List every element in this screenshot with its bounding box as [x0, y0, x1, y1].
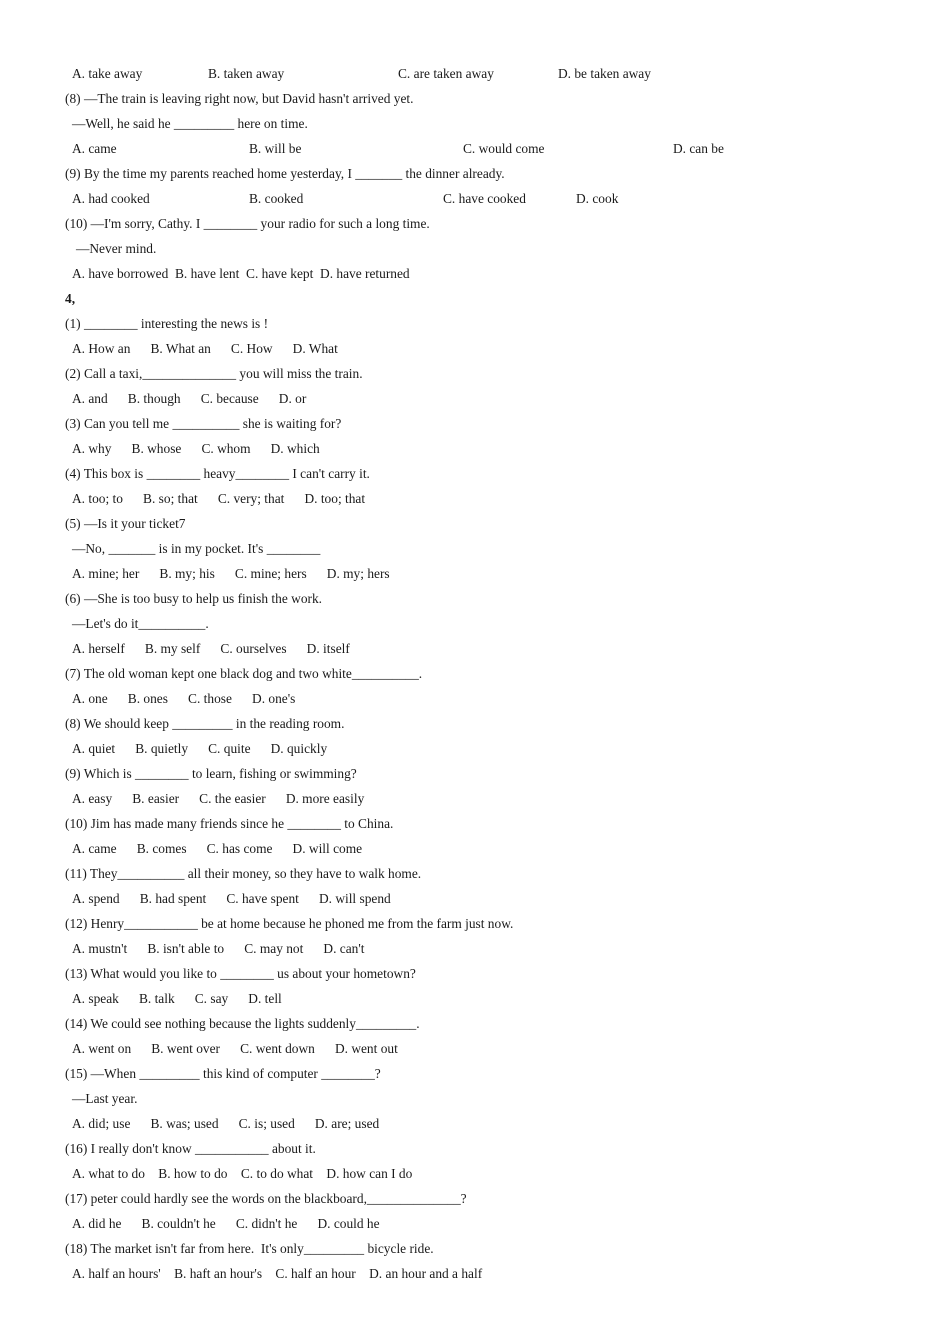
- question-4-stem: (4) This box is ________ heavy________ I can't carry it.: [65, 466, 370, 481]
- question-9-options: A. easy B. easier C. the easier D. more easily: [72, 791, 365, 806]
- question-2-stem: (2) Call a taxi,______________ you will miss the train.: [65, 366, 363, 381]
- question-10-options: A. came B. comes C. has come D. will come: [72, 841, 363, 856]
- option-b: B. will be: [249, 141, 302, 156]
- question-5-stem: (5) —Is it your ticket7: [65, 516, 186, 531]
- option-c: C. have cooked: [443, 191, 526, 206]
- option-b: B. cooked: [249, 191, 304, 206]
- section-heading: 4,: [65, 291, 76, 306]
- question-1-options: A. How an B. What an C. How D. What: [72, 341, 338, 356]
- question-16-options: A. what to do B. how to do C. to do what D. how can I do: [72, 1166, 413, 1181]
- question-3-options: A. why B. whose C. whom D. which: [72, 441, 320, 456]
- question-11-stem: (11) They__________ all their money, so they have to walk home.: [65, 866, 422, 881]
- question-14-stem: (14) We could see nothing because the lights suddenly_________.: [65, 1016, 420, 1031]
- q3-9-options: [72, 190, 772, 208]
- question-13-options: A. speak B. talk C. say D. tell: [72, 991, 282, 1006]
- question-5-reply: —No, _______ is in my pocket. It's ________: [72, 541, 321, 556]
- question-15-reply: —Last year.: [72, 1091, 138, 1106]
- option-d: D. can be: [673, 141, 724, 156]
- option-a: A. had cooked: [72, 191, 150, 206]
- q3-9-stem: (9) By the time my parents reached home yesterday, I _______ the dinner already.: [65, 166, 505, 181]
- question-1-stem: (1) ________ interesting the news is !: [65, 316, 269, 331]
- option-d: D. cook: [576, 191, 619, 206]
- question-11-options: A. spend B. had spent C. have spent D. will spend: [72, 891, 391, 906]
- question-6-reply: —Let's do it__________.: [72, 616, 209, 631]
- question-9-stem: (9) Which is ________ to learn, fishing or swimming?: [65, 766, 357, 781]
- question-4-options: A. too; to B. so; that C. very; that D. too; that: [72, 491, 366, 506]
- question-12-options: A. mustn't B. isn't able to C. may not D. can't: [72, 941, 365, 956]
- option-c: C. are taken away: [398, 66, 494, 81]
- question-17-options: A. did he B. couldn't he C. didn't he D. could he: [72, 1216, 380, 1231]
- option-b: B. taken away: [208, 66, 285, 81]
- q3-8-options: [72, 140, 772, 158]
- question-8-stem: (8) We should keep _________ in the reading room.: [65, 716, 345, 731]
- question-3-stem: (3) Can you tell me __________ she is waiting for?: [65, 416, 342, 431]
- question-7-stem: (7) The old woman kept one black dog and two white__________.: [65, 666, 423, 681]
- question-13-stem: (13) What would you like to ________ us about your hometown?: [65, 966, 416, 981]
- question-5-options: A. mine; her B. my; his C. mine; hers D. my; hers: [72, 566, 390, 581]
- q3-7-options: [72, 65, 772, 83]
- question-15-options: A. did; use B. was; used C. is; used D. are; used: [72, 1116, 380, 1131]
- question-14-options: A. went on B. went over C. went down D. went out: [72, 1041, 398, 1056]
- question-17-stem: (17) peter could hardly see the words on the blackboard,______________?: [65, 1191, 467, 1206]
- question-6-options: A. herself B. my self C. ourselves D. itself: [72, 641, 350, 656]
- q3-10-reply: —Never mind.: [76, 241, 157, 256]
- question-2-options: A. and B. though C. because D. or: [72, 391, 307, 406]
- question-6-stem: (6) —She is too busy to help us finish the work.: [65, 591, 323, 606]
- question-16-stem: (16) I really don't know ___________ about it.: [65, 1141, 316, 1156]
- question-8-options: A. quiet B. quietly C. quite D. quickly: [72, 741, 328, 756]
- option-d: D. be taken away: [558, 66, 651, 81]
- option-a: A. came: [72, 141, 117, 156]
- q3-10-options: A. have borrowed B. have lent C. have kept D. have returned: [72, 266, 410, 281]
- question-18-options: A. half an hours' B. haft an hour's C. half an hour D. an hour and a half: [72, 1266, 483, 1281]
- question-12-stem: (12) Henry___________ be at home because he phoned me from the farm just now.: [65, 916, 514, 931]
- q3-10-stem: (10) —I'm sorry, Cathy. I ________ your radio for such a long time.: [65, 216, 430, 231]
- option-a: A. take away: [72, 66, 143, 81]
- option-c: C. would come: [463, 141, 545, 156]
- question-7-options: A. one B. ones C. those D. one's: [72, 691, 296, 706]
- question-18-stem: (18) The market isn't far from here. It's only_________ bicycle ride.: [65, 1241, 434, 1256]
- q3-8-stem: (8) —The train is leaving right now, but David hasn't arrived yet.: [65, 91, 414, 106]
- q3-8-reply: —Well, he said he _________ here on time.: [72, 116, 308, 131]
- question-15-stem: (15) —When _________ this kind of computer ________?: [65, 1066, 381, 1081]
- question-10-stem: (10) Jim has made many friends since he ________ to China.: [65, 816, 394, 831]
